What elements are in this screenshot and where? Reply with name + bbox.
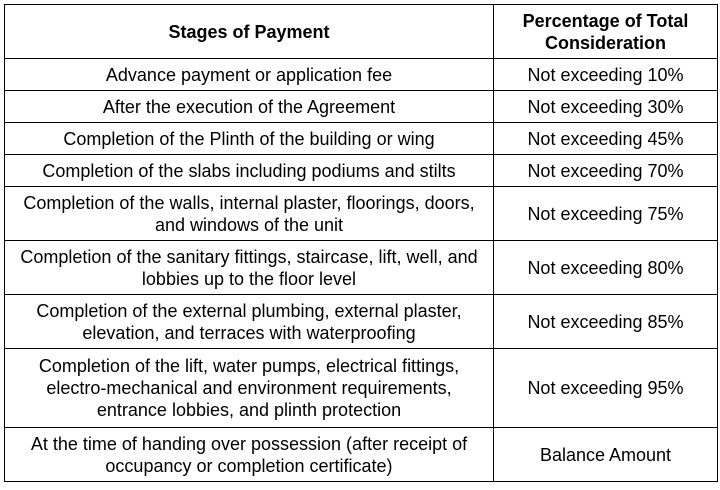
percentage-cell: Not exceeding 80% (494, 241, 718, 295)
header-percentage-of-total: Percentage of Total Consideration (494, 5, 718, 59)
table-header-row (5, 5, 718, 59)
stage-cell: Completion of the walls, internal plaster, floorings, doors, and windows of the unit (5, 187, 494, 241)
table-row (5, 349, 718, 428)
table-row (5, 91, 718, 123)
stage-cell: Completion of the external plumbing, external plaster, elevation, and terraces with waterproofing (5, 295, 494, 349)
table-row (5, 428, 718, 482)
stage-cell: Completion of the slabs including podiums and stilts (5, 155, 494, 187)
stage-cell: Completion of the lift, water pumps, electrical fittings, electro-mechanical and environment requirements, entrance lobbies, and plinth protection (5, 349, 494, 428)
percentage-cell: Not exceeding 10% (494, 59, 718, 91)
stage-cell: Completion of the sanitary fittings, staircase, lift, well, and lobbies up to the floor level (5, 241, 494, 295)
header-stages-of-payment: Stages of Payment (5, 5, 494, 59)
table-row (5, 187, 718, 241)
stage-cell: Completion of the Plinth of the building or wing (5, 123, 494, 155)
stage-cell: After the execution of the Agreement (5, 91, 494, 123)
stage-cell: Advance payment or application fee (5, 59, 494, 91)
payment-stages-table (4, 4, 718, 482)
percentage-cell: Not exceeding 30% (494, 91, 718, 123)
table-row (5, 295, 718, 349)
stage-cell: At the time of handing over possession (after receipt of occupancy or completion certificate) (5, 428, 494, 482)
percentage-cell: Not exceeding 95% (494, 349, 718, 428)
percentage-cell: Not exceeding 75% (494, 187, 718, 241)
percentage-cell: Not exceeding 45% (494, 123, 718, 155)
table-row (5, 241, 718, 295)
table-row (5, 59, 718, 91)
table-row (5, 123, 718, 155)
payment-stages-table-container (4, 4, 717, 482)
percentage-cell: Balance Amount (494, 428, 718, 482)
percentage-cell: Not exceeding 85% (494, 295, 718, 349)
percentage-cell: Not exceeding 70% (494, 155, 718, 187)
table-row (5, 155, 718, 187)
